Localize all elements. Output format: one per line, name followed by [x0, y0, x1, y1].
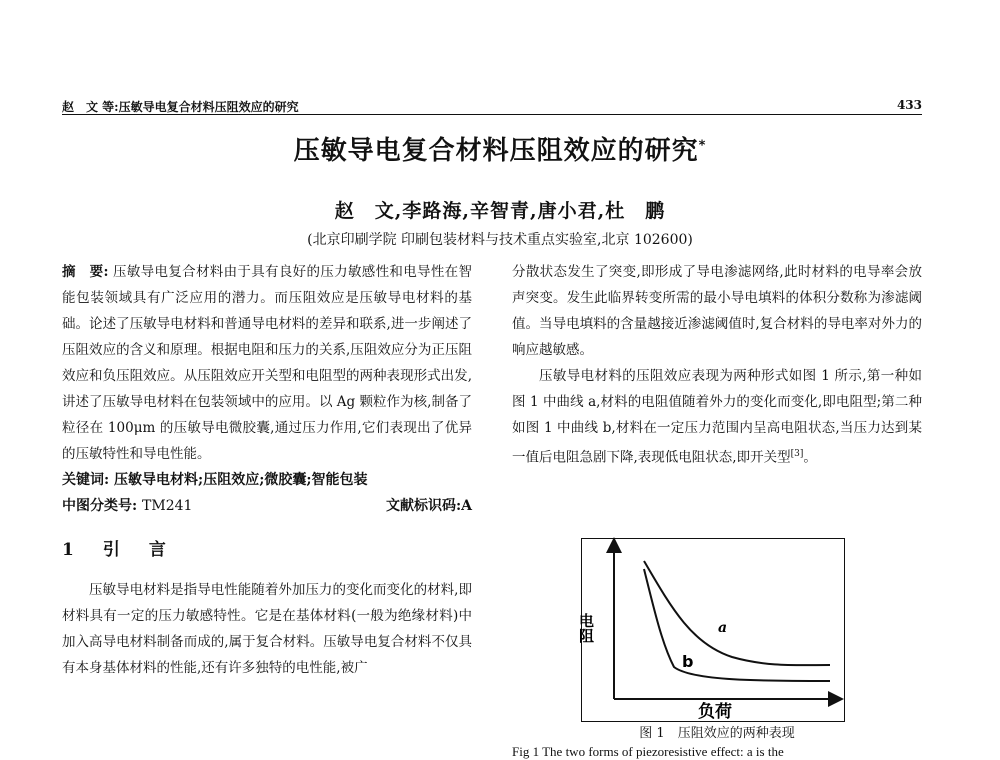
right-paragraph-1: 分散状态发生了突变,即形成了导电渗滤网络,此时材料的电导率会放声突变。发生此临界转变所需的最小导电填料的体积分数称为渗滤阈值。当导电填料的含量越接近渗滤阈值时,复合材料的导电率对外力的响应越敏感。 — [512, 264, 922, 358]
right-column — [512, 259, 922, 471]
clc-label: 中图分类号: — [62, 498, 138, 514]
curve-a-label: a — [718, 620, 728, 636]
abstract — [62, 259, 472, 467]
right-paragraph-2-text: 压敏导电材料的压阻效应表现为两种形式如图 1 所示,第一种如图 1 中曲线 a,材料的电阻值随着外力的变化而变化,即电阻型;第二种如图 1 中曲线 b,材料在一定压力范围内呈高电阻状态,当压力达到某一值后电阻急剧下降,表现低电阻状态,即开关型 — [512, 368, 922, 466]
figure-caption-cn: 图 1 压阻效应的两种表现 — [639, 726, 795, 741]
right-paragraph-2-end: 。 — [803, 449, 817, 466]
intro-paragraph: 压敏导电材料是指导电性能随着外加压力的变化而变化的材料,即材料具有一定的压力敏感特性。它是在基体材料(一般为绝缘材料)中加入高导电材料制备而成的,属于复合材料。压敏导电复合材料不仅具有本身基体材料的性能,还有许多独特的电性能,被广 — [62, 582, 472, 676]
x-axis-label: 负荷 — [698, 702, 732, 722]
abstract-text: 压敏导电复合材料由于具有良好的压力敏感性和电导性在智能包装领域具有广泛应用的潜力。而压阻效应是压敏导电材料的基础。论述了压敏导电材料和普通导电材料的差异和联系,进一步阐述了压阻效应的含义和原理。根据电阻和压力的关系,压阻效应分为正压阻效应和负压阻效应。从压阻效应开关型和电阻型的两种表现形式出发,讲述了压敏导电材料在包装领域中的应用。以 Ag 颗粒作为核,制备了粒径在 100μm 的压敏导电微胶囊,通过压力作用,它们表现出了优异的压敏特性和导电性能。 — [62, 264, 472, 462]
section-heading: 1 引 言 — [62, 540, 172, 560]
running-header — [62, 98, 922, 115]
affiliation: (北京印刷学院 印刷包装材料与技术重点实验室,北京 102600) — [307, 232, 693, 248]
classification-line — [62, 493, 472, 519]
page-number: 433 — [896, 98, 922, 112]
y-axis-label: 电阻 — [577, 613, 595, 643]
title-footnote-mark: * — [698, 138, 707, 154]
figure-caption-en: Fig 1 The two forms of piezoresistive effect: a is the — [512, 744, 784, 759]
header-rule — [62, 114, 922, 115]
keywords-label: 关键词: — [62, 472, 110, 488]
keywords — [62, 467, 472, 493]
authors: 赵 文,李路海,辛智青,唐小君,杜 鹏 — [334, 200, 666, 222]
running-title: 赵 文 等:压敏导电复合材料压阻效应的研究 — [62, 100, 299, 114]
curve-a — [644, 561, 830, 665]
doc-code-value: A — [461, 498, 472, 514]
figure-1 — [577, 538, 845, 722]
paper-title — [0, 130, 1000, 167]
clc-value: TM241 — [142, 498, 193, 514]
citation-ref: [3] — [790, 449, 804, 459]
left-column — [62, 259, 472, 681]
keywords-text: 压敏导电材料;压阻效应;微胶囊;智能包装 — [114, 472, 368, 488]
abstract-label: 摘 要: — [62, 264, 109, 280]
curve-b-label: b — [682, 652, 694, 671]
paper-title-text: 压敏导电复合材料压阻效应的研究 — [293, 136, 699, 166]
right-paragraph-2 — [512, 363, 922, 471]
doc-code-label: 文献标识码: — [385, 498, 462, 514]
figure-1-plot — [577, 539, 844, 722]
